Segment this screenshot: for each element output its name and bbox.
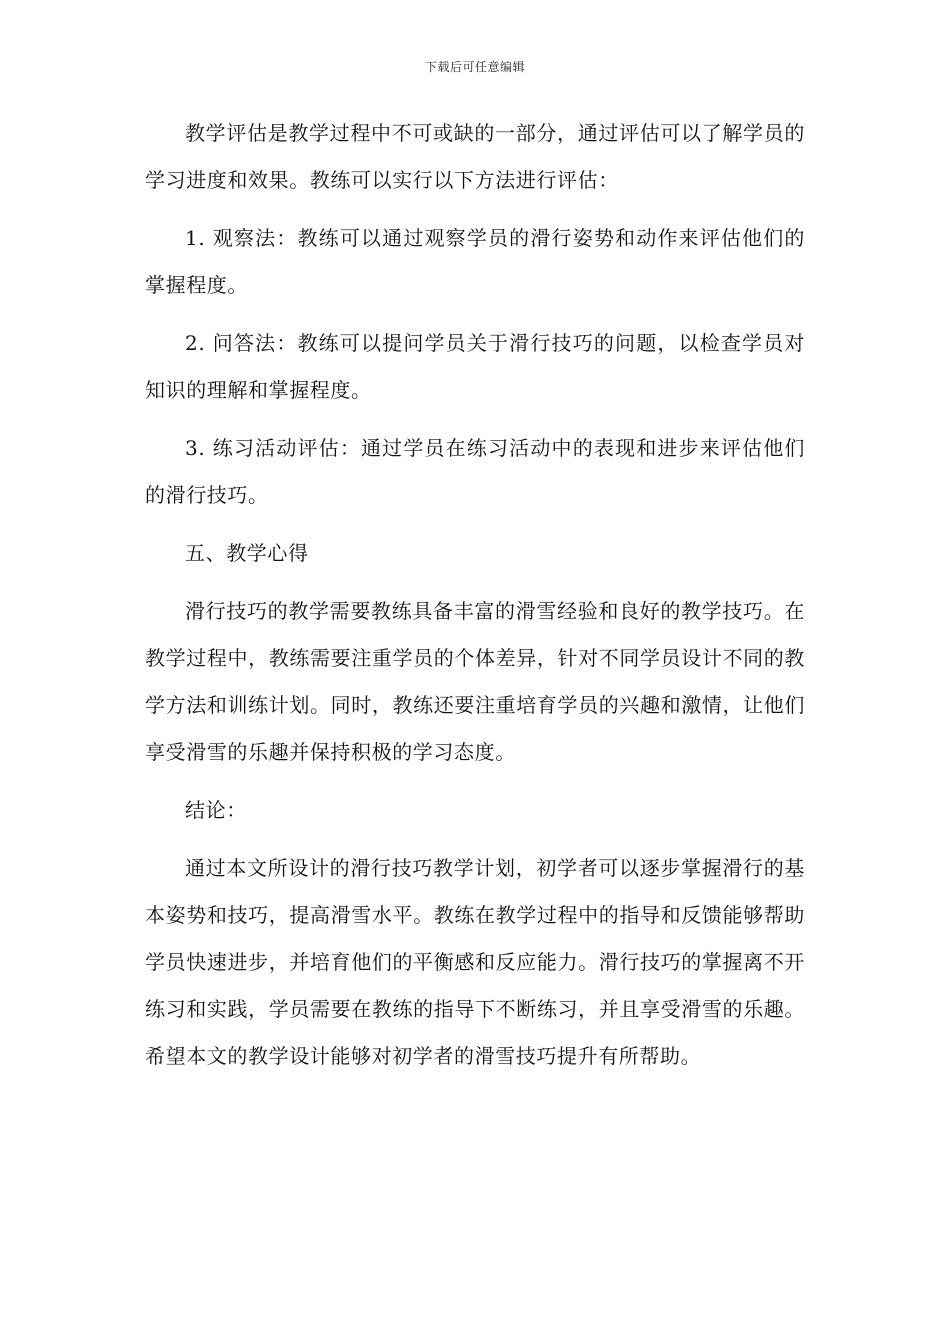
paragraph-conclusion: 通过本文所设计的滑行技巧教学计划，初学者可以逐步掌握滑行的基本姿势和技巧，提高滑雪水平。教练在教学过程中的指导和反馈能够帮助学员快速进步，并培育他们的平衡感和反应能力。滑行技巧的掌握离不开练习和实践，学员需要在教练的指导下不断练习，并且享受滑雪的乐趣。希望本文的教学设计能够对初学者的滑雪技巧提升有所帮助。: [145, 856, 805, 1068]
section-heading-teaching-reflection: 五、教学心得: [185, 541, 309, 565]
section-heading-conclusion: 结论：: [185, 798, 247, 822]
paragraph-evaluation-intro: 教学评估是教学过程中不可或缺的一部分，通过评估可以了解学员的学习进度和效果。教练可以实行以下方法进行评估：: [145, 121, 805, 192]
paragraph-teaching-reflection: 滑行技巧的教学需要教练具备丰富的滑雪经验和良好的教学技巧。在教学过程中，教练需要注重学员的个体差异，针对不同学员设计不同的教学方法和训练计划。同时，教练还要注重培育学员的兴趣和激情，让他们享受滑雪的乐趣并保持积极的学习态度。: [145, 599, 805, 764]
paragraph-practice-evaluation: 3. 练习活动评估：通过学员在练习活动中的表现和进步来评估他们的滑行技巧。: [145, 436, 805, 507]
page-header: 下载后可任意编辑: [424, 60, 525, 74]
paragraph-qa-method: 2. 问答法：教练可以提问学员关于滑行技巧的问题，以检查学员对知识的理解和掌握程度。: [145, 331, 805, 402]
document-body: [145, 110, 805, 1091]
paragraph-observation-method: 1. 观察法：教练可以通过观察学员的滑行姿势和动作来评估他们的掌握程度。: [145, 226, 805, 297]
